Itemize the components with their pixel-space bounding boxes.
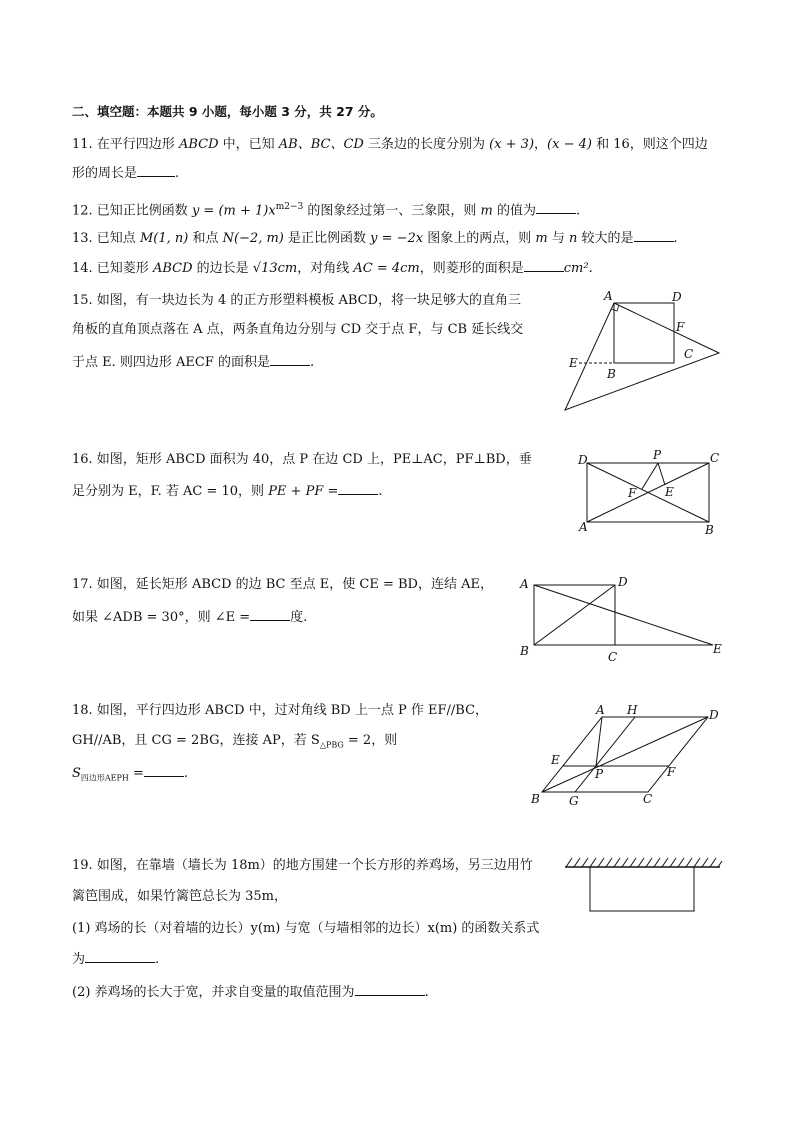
- q11-abcd: ABCD: [178, 137, 219, 152]
- q13-function: y = −2x: [370, 231, 424, 246]
- label-b: B: [520, 644, 529, 658]
- question-19-line-1: 19. 如图，在靠墙（墙长为 18m）的地方围建一个长方形的养鸡场，另三边用竹: [72, 858, 533, 873]
- q11-sides: AB、BC、CD: [278, 137, 364, 152]
- right-triangle: [565, 303, 719, 410]
- question-19-line-4: 为 .: [72, 952, 160, 967]
- q13-point-n: N(−2, m): [222, 231, 284, 246]
- label-a: A: [520, 577, 529, 591]
- label-d: D: [672, 290, 682, 304]
- q13-text-a: 13. 已知点: [72, 231, 140, 246]
- label-c: C: [608, 650, 618, 664]
- label-g: G: [569, 794, 579, 808]
- q15-text-line3: 于点 E. 则四边形 AECF 的面积是: [72, 355, 270, 370]
- q18-text-b: = 2，则: [343, 733, 398, 748]
- q13-n: n: [569, 231, 578, 246]
- label-f: F: [676, 320, 685, 334]
- label-p: P: [653, 448, 662, 462]
- label-e: E: [551, 753, 560, 767]
- question-15-line-3: 于点 E. 则四边形 AECF 的面积是 .: [72, 355, 315, 370]
- q17-text-b: 度.: [290, 610, 308, 625]
- question-17-line-2: [72, 608, 307, 627]
- label-a: A: [596, 703, 605, 717]
- diagonal-bd: [534, 585, 615, 645]
- q14-abcd: ABCD: [152, 261, 193, 276]
- label-h: H: [627, 703, 638, 717]
- q11-sep: ，: [534, 137, 548, 152]
- q17-text-a: 如果 ∠ADB = 30°，则 ∠E =: [72, 610, 251, 625]
- label-e: E: [713, 642, 722, 656]
- answer-blank-13[interactable]: [634, 229, 674, 242]
- q14-text-c: ，对角线: [297, 261, 354, 276]
- chicken-coop-fence: [590, 867, 694, 911]
- question-16-line-2: 足分别为 E，F. 若 AC = 10，则 PE + PF = .: [72, 484, 383, 499]
- question-17-line-1: 17. 如图，延长矩形 ABCD 的边 BC 至点 E，使 CE = BD，连结 AE，: [72, 577, 493, 592]
- label-p: P: [595, 767, 604, 781]
- label-e: E: [665, 485, 674, 499]
- q18-subscript: △PBG: [319, 740, 344, 750]
- label-f: F: [667, 765, 676, 779]
- segment-pf: [642, 463, 658, 489]
- segment-ae: [534, 585, 713, 645]
- square-abcd: [614, 303, 674, 363]
- question-19-line-2: 篱笆围成，如果竹篱笆总长为 35m，: [72, 889, 288, 904]
- question-18-line-1: 18. 如图，平行四边形 ABCD 中，过对角线 BD 上一点 P 作 EF//BC，: [72, 703, 489, 718]
- label-a: A: [579, 520, 588, 534]
- q14-text-d: ，则菱形的面积是: [419, 261, 524, 276]
- label-a: A: [604, 289, 613, 303]
- label-b: B: [607, 367, 616, 381]
- label-d: D: [709, 708, 719, 722]
- q19-text-line4: 为: [72, 952, 86, 967]
- q11-expr-2: (x − 4): [547, 137, 592, 152]
- answer-blank-19-2[interactable]: [355, 983, 425, 996]
- question-18-line-2: [72, 732, 397, 755]
- answer-blank-19-1[interactable]: [85, 950, 155, 963]
- label-d: D: [578, 453, 588, 467]
- q11-expr-1: (x + 3): [489, 137, 535, 152]
- q14-diagonal: AC = 4cm: [353, 261, 420, 276]
- answer-blank-15[interactable]: [270, 353, 310, 366]
- question-19-line-3: (1) 鸡场的长（对着墙的边长）y(m) 与宽（与墙相邻的边长）x(m) 的函数关系式: [72, 921, 540, 936]
- answer-blank-17[interactable]: [250, 608, 290, 621]
- q14-unit: cm².: [563, 261, 593, 276]
- q11-text-line2: 形的周长是: [72, 166, 138, 181]
- q12-exponent: m2−3: [275, 202, 304, 212]
- q11-text-f: 和 16，则这个四边: [591, 137, 708, 152]
- diagonal-bd: [542, 717, 708, 792]
- label-f: F: [628, 486, 637, 500]
- q18-text-a: GH//AB，且 CG = 2BG，连接 AP，若 S: [72, 733, 320, 748]
- q11-text-e: 三条边的长度分别为: [363, 137, 490, 152]
- q14-text-a: 14. 已知菱形: [72, 261, 153, 276]
- question-14: [72, 259, 593, 278]
- question-19-line-5: (2) 养鸡场的长大于宽，并求自变量的取值范围为 .: [72, 985, 429, 1000]
- label-b: B: [531, 792, 540, 806]
- q11-text-c: 中，已知: [218, 137, 279, 152]
- answer-blank-14[interactable]: [524, 259, 564, 272]
- q12-function: y = (m + 1)x: [191, 203, 276, 219]
- question-12: 12. 已知正比例函数 $y = (m + 1)x^{m2-3}$ 的图象经过第一、三象限，则 m 的值为 .: [72, 202, 581, 219]
- label-c: C: [643, 792, 653, 806]
- q18-subscript-2: 四边形AEPH: [80, 773, 129, 783]
- section-heading: 二、填空题：本题共 9 小题，每小题 3 分，共 27 分。: [72, 104, 383, 119]
- label-c: C: [710, 451, 720, 465]
- q19-text-line5: (2) 养鸡场的长大于宽，并求自变量的取值范围为: [72, 985, 355, 1000]
- q12-text-a: 12. 已知正比例函数: [72, 203, 192, 219]
- question-11-line-2: 形的周长是 .: [72, 166, 180, 181]
- question-11-line-1: [72, 136, 708, 154]
- answer-blank-12[interactable]: [536, 201, 576, 214]
- question-15-line-2: 角板的直角顶点落在 A 点，两条直角边分别与 CD 交于点 F，与 CB 延长线交: [72, 322, 524, 337]
- question-13: 13. 已知点 M(1, n) 和点 N(−2, m) 是正比例函数 y = −2x 图象上的两点，则 m 与 n 较大的是 .: [72, 231, 678, 246]
- figure-18: [525, 700, 730, 814]
- wall-hatching: [566, 858, 722, 867]
- q13-text-c: 是正比例函数: [283, 231, 371, 246]
- q12-m: m: [480, 203, 493, 219]
- figure-15: [555, 285, 735, 419]
- q11-text-a: 11. 在平行四边形: [72, 137, 179, 152]
- label-e: E: [569, 356, 578, 370]
- question-15-line-1: 15. 如图，有一块边长为 4 的正方形塑料模板 ABCD，将一块足够大的直角三: [72, 293, 522, 308]
- q13-m: m: [535, 231, 548, 246]
- figure-19: [560, 850, 725, 924]
- q13-point-m: M(1, n): [139, 231, 189, 246]
- q13-text-b: 和点: [188, 231, 223, 246]
- label-c: C: [684, 347, 694, 361]
- q12-text-c: 的值为: [492, 203, 536, 219]
- q16-text-a: 足分别为 E，F. 若 AC = 10，则: [72, 484, 269, 499]
- answer-blank-11[interactable]: [137, 164, 175, 177]
- question-18-line-3: $S_{四边形AEPH}$ = .: [72, 766, 189, 783]
- q14-side-length: √13cm: [252, 261, 298, 276]
- q13-text-e: 与: [547, 231, 569, 246]
- q13-text-d: 图象上的两点，则: [423, 231, 536, 246]
- q18-text-c: =: [128, 766, 144, 781]
- question-16-line-1: 16. 如图，矩形 ABCD 面积为 40，点 P 在边 CD 上，PE⊥AC，PF⊥BD，垂: [72, 452, 532, 467]
- q14-text-b: 的边长是: [192, 261, 253, 276]
- segment-pe: [658, 463, 665, 485]
- q13-text-g: 较大的是: [577, 231, 634, 246]
- label-b: B: [705, 523, 714, 537]
- answer-blank-16[interactable]: [338, 482, 378, 495]
- answer-blank-18[interactable]: [144, 764, 184, 777]
- q16-expr: PE + PF =: [268, 484, 339, 499]
- figure-17: [515, 572, 730, 671]
- figure-16: [575, 445, 725, 544]
- label-d: D: [618, 575, 628, 589]
- q18-s: S: [72, 766, 81, 781]
- q12-text-b: 的图象经过第一、三象限，则: [303, 203, 481, 219]
